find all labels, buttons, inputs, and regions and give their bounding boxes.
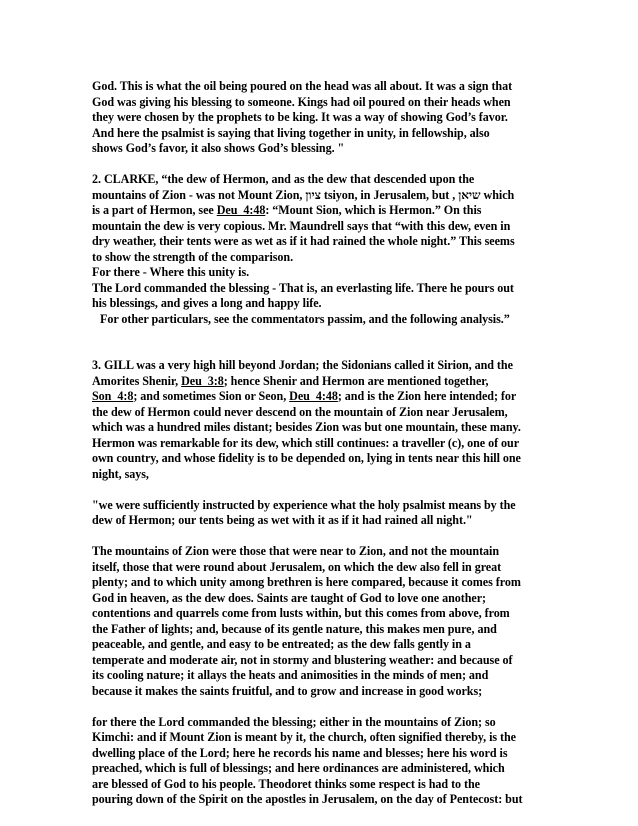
text-line: dew of Hermon; our tents being as wet with it as if it had rained all night." — [92, 513, 473, 527]
text-line: dry weather, their tents were as wet as if it had rained the whole night.” This seems — [92, 234, 515, 248]
text-line: God. This is what the oil being poured on the head was all about. It was a sign that — [92, 79, 513, 93]
text-line: And here the psalmist is saying that living together in unity, in fellowship, also — [92, 125, 490, 140]
text-line: peaceable, and gentle, and easy to be entreated; as the dew falls gently in a — [92, 637, 471, 651]
text-line: The mountains of Zion were those that were near to Zion, and not the mountain — [92, 544, 500, 558]
paragraph-spacer — [92, 699, 552, 715]
text-line: to show the strength of the comparison. — [92, 249, 294, 264]
scripture-link-deu-4-48[interactable]: Deu_4:48 — [289, 389, 338, 403]
text-segment: : “Mount Sion, which is Hermon.” On this — [265, 203, 482, 217]
text-line: Hermon was remarkable for its dew, which still continues: a traveller (c), one of our — [92, 435, 520, 450]
paragraph-mountains-of-zion — [92, 544, 552, 699]
paragraph-spacer — [92, 327, 552, 358]
text-line: "we were sufficiently instructed by experience what the holy psalmist means by the — [92, 497, 516, 512]
text-line: because it makes the saints fruitful, and to grow and increase in good works; — [92, 683, 483, 698]
text-line: own country, and whose fidelity is to be depended on, lying in tents near this hill one — [92, 451, 521, 465]
scripture-link-son-4-8[interactable]: Son_4:8 — [92, 389, 134, 403]
text-line: his blessings, and gives a long and happy life. — [92, 296, 322, 310]
text-line — [92, 374, 552, 390]
text-line: for there the Lord commanded the blessing; either in the mountains of Zion; so — [92, 714, 496, 729]
text-line: pouring down of the Spirit on the apostles in Jerusalem, on the day of Pentecost: but — [92, 792, 523, 806]
paragraph-spacer — [92, 157, 552, 173]
text-line: plenty; and to which unity among brethren is here compared, because it comes from — [92, 575, 521, 589]
text-segment: ; and sometimes Sion or Seon, — [133, 389, 290, 403]
text-line: mountains of Zion - was not Mount Zion, ציון tsiyon, in Jerusalem, but , שיאן which — [92, 187, 515, 202]
text-line: the dew of Hermon could never descend on the mountain of Zion near Jerusalem, — [92, 404, 508, 419]
text-line: night, says, — [92, 466, 149, 481]
paragraph-spacer — [92, 529, 552, 545]
text-line: Kimchi: and if Mount Zion is meant by it, the church, often signified thereby, is the — [92, 730, 516, 744]
text-line — [92, 203, 552, 219]
paragraph-quote — [92, 498, 552, 529]
text-line: dwelling place of the Lord; here he records his name and blesses; here his word is — [92, 745, 508, 760]
text-line: God in heaven, as the dew does. Saints are taught of God to love one another; — [92, 590, 487, 605]
paragraph-spacer — [92, 482, 552, 498]
scripture-link-deu-4-48[interactable]: Deu_4:48 — [216, 203, 266, 217]
text-segment: Amorites Shenir, — [92, 373, 182, 388]
text-line: which was a hundred miles distant; besides Zion was but one mountain, these many. — [92, 420, 521, 434]
text-line: For there - Where this unity is. — [92, 265, 250, 279]
scripture-link-deu-3-8[interactable]: Deu_3:8 — [181, 373, 224, 388]
text-line: its cooling nature; it allays the heats and animosities in the minds of men; and — [92, 668, 489, 682]
paragraph-commanded-blessing — [92, 715, 552, 808]
text-line: itself, those that were round about Jerusalem, on which the dew also fell in great — [92, 559, 502, 574]
text-line: are blessed of God to his people. Theodoret thinks some respect is had to the — [92, 776, 480, 791]
text-line: the Father of lights; and, because of its gentle nature, this makes men pure, and — [92, 621, 497, 636]
text-segment: ; and is the Zion here intended; for — [337, 389, 517, 403]
paragraph-clarke — [92, 172, 552, 327]
paragraph-gill — [92, 358, 552, 482]
text-segment: ; hence Shenir and Hermon are mentioned together, — [223, 373, 489, 388]
text-line: 2. CLARKE, “the dew of Hermon, and as the dew that descended upon the — [92, 172, 475, 186]
text-line: For other particulars, see the commentators passim, and the following analysis.” — [100, 311, 510, 326]
text-line: The Lord commanded the blessing - That is, an everlasting life. There he pours out — [92, 280, 514, 295]
text-line: contentions and quarrels come from lusts within, but this comes from above, from — [92, 606, 510, 620]
text-line: preached, which is full of blessings; and here ordinances are administered, which — [92, 761, 505, 775]
paragraph-intro — [92, 79, 552, 157]
document-body — [92, 79, 552, 808]
text-line: shows God’s favor, it also shows God’s blessing. " — [92, 141, 345, 155]
text-line — [92, 389, 552, 405]
text-segment: is a part of Hermon, see — [92, 203, 217, 217]
text-line: God was giving his blessing to someone. Kings had oil poured on their heads when — [92, 94, 511, 109]
text-line: temperate and moderate air, not in stormy and blustering weather: and because of — [92, 652, 513, 667]
text-line: 3. GILL was a very high hill beyond Jordan; the Sidonians called it Sirion, and the — [92, 358, 513, 372]
text-line: mountain the dew is very copious. Mr. Maundrell says that “with this dew, even in — [92, 218, 511, 233]
text-line: they were chosen by the prophets to be king. It was a way of showing God’s favor. — [92, 110, 508, 124]
